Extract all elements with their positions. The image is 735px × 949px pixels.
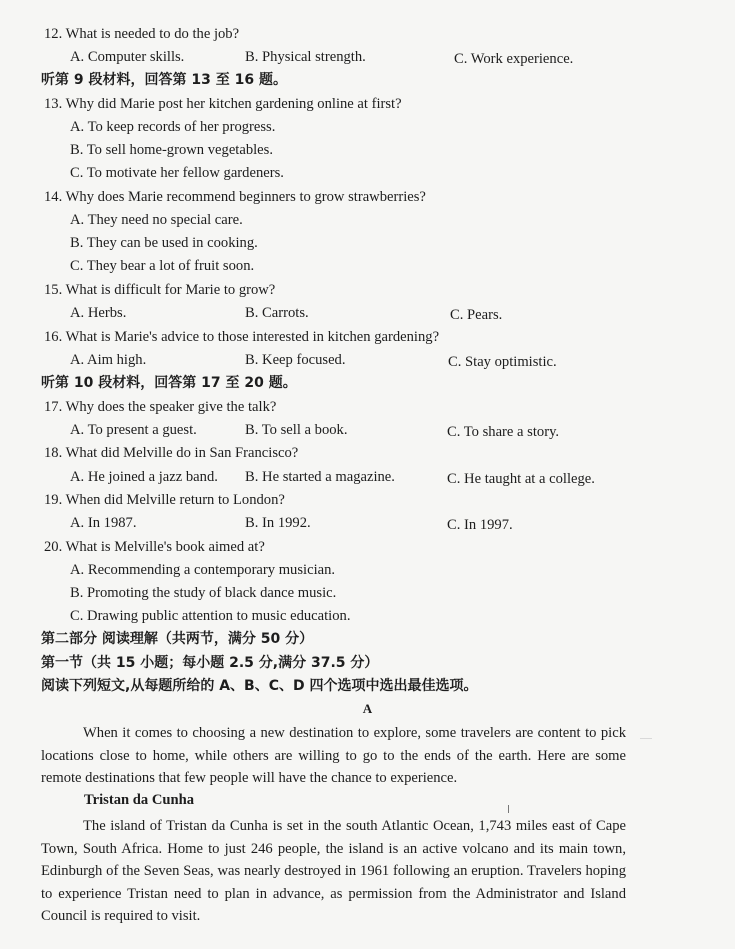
option-c: C. He taught at a college. — [447, 471, 595, 487]
section-heading-9: 听第 9 段材料，回答第 13 至 16 题。 — [41, 72, 287, 88]
option-a: A. He joined a jazz band. — [70, 469, 218, 485]
question-18-stem: 18. What did Melville do in San Francisco? — [44, 445, 299, 461]
part-two-heading: 第二部分 阅读理解（共两节，满分 50 分） — [41, 631, 314, 647]
option-a: A. To present a guest. — [70, 422, 197, 438]
instructions: 阅读下列短文,从每题所给的 A、B、C、D 四个选项中选出最佳选项。 — [41, 678, 478, 694]
body-text: The island of Tristan da Cunha is set in the south Atlantic Ocean, 1,743 miles east of Cape Town, South Africa. Home to just 246 people, the island is an active volcano and its main town, Edinburgh of the Seven Seas, was nearly destroyed in 1961 following an eruption. Travelers hoping to experience Tristan need to plan in advance, as permission from the Administrator and Island Council is required to visit. — [41, 818, 626, 924]
question-13-option-a: A. To keep records of her progress. — [70, 119, 276, 135]
scan-artifact — [508, 805, 509, 813]
question-15-stem: 15. What is difficult for Marie to grow? — [44, 282, 276, 298]
question-20-option-b: B. Promoting the study of black dance music. — [70, 585, 337, 601]
option-c: C. Work experience. — [454, 51, 574, 67]
question-14-option-c: C. They bear a lot of fruit soon. — [70, 258, 255, 274]
option-b: B. To sell a book. — [245, 422, 348, 438]
option-b: B. He started a magazine. — [245, 469, 395, 485]
question-13-stem: 13. Why did Marie post her kitchen gardening online at first? — [44, 96, 402, 112]
option-a: A. In 1987. — [70, 515, 137, 531]
question-13-option-b: B. To sell home-grown vegetables. — [70, 142, 273, 158]
question-20-option-c: C. Drawing public attention to music education. — [70, 608, 351, 624]
question-20-stem: 20. What is Melville's book aimed at? — [44, 539, 265, 555]
question-16-stem: 16. What is Marie's advice to those interested in kitchen gardening? — [44, 329, 440, 345]
option-c: C. To share a story. — [447, 424, 560, 440]
question-14-option-b: B. They can be used in cooking. — [70, 235, 258, 251]
intro-paragraph — [41, 722, 626, 790]
question-19-stem: 19. When did Melville return to London? — [44, 492, 285, 508]
option-a: A. Aim high. — [70, 352, 147, 368]
question-12-stem: 12. What is needed to do the job? — [44, 26, 240, 42]
subtitle: Tristan da Cunha — [84, 792, 195, 808]
option-c: C. Stay optimistic. — [448, 354, 557, 370]
option-b: B. Keep focused. — [245, 352, 346, 368]
section-heading-10: 听第 10 段材料，回答第 17 至 20 题。 — [41, 375, 297, 391]
question-20-option-a: A. Recommending a contemporary musician. — [70, 562, 336, 578]
question-14-option-a: A. They need no special care. — [70, 212, 243, 228]
option-a: A. Computer skills. — [70, 49, 185, 65]
question-14-stem: 14. Why does Marie recommend beginners to grow strawberries? — [44, 189, 426, 205]
intro-text: When it comes to choosing a new destination to explore, some travelers are content to pick locations close to home, while others are willing to go to the ends of the earth. Here are some remote destinations that few people will have the chance to experience. — [41, 725, 626, 786]
passage-label: A — [362, 701, 373, 716]
option-b: B. Physical strength. — [245, 49, 366, 65]
option-a: A. Herbs. — [70, 305, 127, 321]
option-b: B. Carrots. — [245, 305, 309, 321]
question-13-option-c: C. To motivate her fellow gardeners. — [70, 165, 284, 181]
question-17-stem: 17. Why does the speaker give the talk? — [44, 399, 277, 415]
scan-artifact — [640, 738, 652, 739]
option-c: C. Pears. — [450, 307, 503, 323]
option-b: B. In 1992. — [245, 515, 311, 531]
section-one-heading: 第一节（共 15 小题；每小题 2.5 分,满分 37.5 分） — [41, 655, 379, 671]
body-paragraph — [41, 815, 626, 928]
option-c: C. In 1997. — [447, 517, 513, 533]
